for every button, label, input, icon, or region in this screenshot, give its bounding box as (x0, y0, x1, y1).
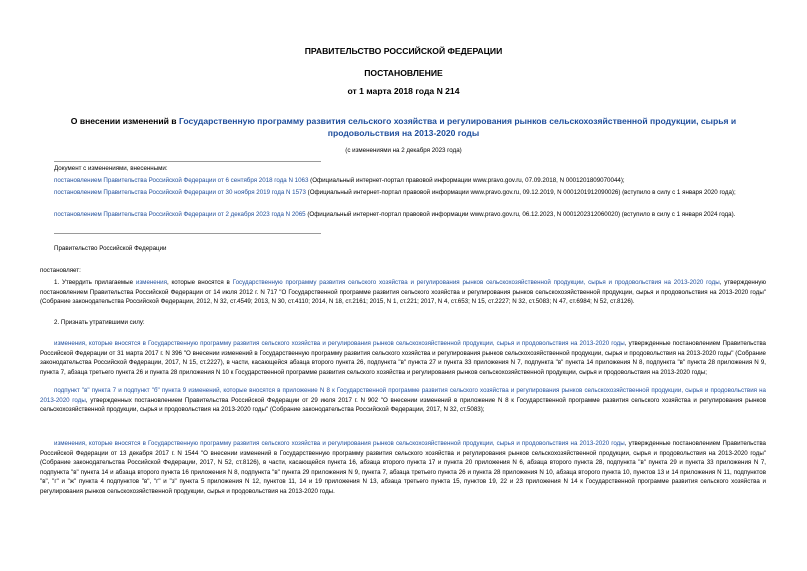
resolves-word: постановляет: (40, 267, 81, 274)
p3-link[interactable]: изменения, которые вносятся в Государственную программу развития сельского хозяйства и регулирования рынков сельскохозяйственной продукции, сырья и продовольствия на 2013-2020 годы (54, 340, 625, 347)
change-link-2[interactable]: постановлением Правительства Российской Федерации от 30 ноября 2019 года N 1573 (54, 189, 306, 196)
p3-text: , утвержденные постановлением Правительства Российской Федерации от 31 марта 2017 г. N 396 "О внесении изменений в Государственную программу развития сельского хозяйства и регулирования рынков сельскохозяйственной продукции, сырья и продовольствия на 2013-2020 годы" (Собрание законодательства Российской Федерации, 2017, N 15, ст.2227), в части, касающейся абзаца второго пункта 26, подпункта "в" пункта 27 и пункта 33 приложения N 7, подпункта "в" пункта 14 приложения N 8, подпункта "в" пункта 28 приложения N 9, пункта 7, абзаца третьего пункта 26 и пункта 28 приложения N 10 к Государственной программе развития сельского хозяйства и регулирования рынков сельскохозяйственной продукции, сырья и продовольствия на 2013-2020 годы; (40, 340, 766, 376)
divider-top (54, 161, 321, 162)
change-item-1 (54, 176, 766, 186)
change-item-3 (54, 210, 766, 220)
title-program-link[interactable]: Государственную программу развития сельского хозяйства и регулирования рынков сельскохозяйственной продукции, сырья и продовольствия на 2013-2020 годы (178, 116, 737, 138)
paragraph-1 (40, 278, 766, 307)
change-text-1: (Официальный интернет-портал правовой информации www.pravo.gov.ru, 07.09.2018, N 0001201809070044); (308, 177, 625, 184)
signatory: Правительство Российской Федерации (54, 245, 167, 252)
document-type: ПОСТАНОВЛЕНИЕ (364, 68, 443, 78)
paragraph-4 (40, 386, 766, 415)
p5-link[interactable]: изменения, которые вносятся в Государственную программу развития сельского хозяйства и регулирования рынков сельскохозяйственной продукции, сырья и продовольствия на 2013-2020 годы (54, 440, 625, 447)
change-text-2: (Официальный интернет-портал правовой информации www.pravo.gov.ru, 09.12.2019, N 0001201912090026) (вступило в силу с 1 января 2020 года); (305, 189, 736, 196)
document-title (60, 116, 747, 139)
p4-link[interactable]: подпункт "в" пункта 7 и подпункт "б" пункта 9 изменений, которые вносятся в приложение N 8 к Государственной программе развития сельского хозяйства и регулирования рынков сельскохозяйственной продукции, сырья и продовольствия на 2013-2020 годы (40, 387, 766, 404)
p1-text-a: 1. Утвердить прилагаемые (54, 279, 136, 286)
document-date-number: от 1 марта 2018 года N 214 (347, 86, 460, 96)
edit-note: (с изменениями на 2 декабря 2023 года) (345, 147, 462, 154)
change-link-3[interactable]: постановлением Правительства Российской Федерации от 2 декабря 2023 года N 2065 (54, 211, 306, 218)
p5-text: , утвержденные постановлением Правительства Российской Федерации от 13 декабря 2017 г. N 1544 "О внесении изменений в Государственную программу развития сельского хозяйства и регулирования рынков сельскохозяйственной продукции, сырья и продовольствия на 2013-2020 годы" (Собрание законодательства Российской Федерации, 2017, N 52, ст.8126), в части, касающейся пункта 16, абзаца второго пункта 17 и пункта 20 приложения N 6, абзаца второго пункта 28, подпункта "в" пункта 29 и пункта 33 приложения N 7, подпункта "в" пункта 14 и абзаца второго пункта 16 приложения N 8, подпункта "в" пункта 29 приложения N 9, пункта 7, абзаца третьего пункта 26 и пункта 28 приложения N 10, абзаца второго пункта 10, пунктов 13 и 14 приложения N 11, подпунктов "в", "г" и "ж" пункта 4 подпунктов "в", "г" и "з" пункта 5 приложения N 12, пунктов 11, 14 и 19 приложения N 13, абзаца третьего пункта 15, пунктов 19, 22 и 23 приложения N 14 к Государственной программе развития сельского хозяйства и регулирования рынков сельскохозяйственной продукции, сырья и продовольствия на 2013-2020 годы. (40, 440, 766, 495)
p4-text: , утвержденных постановлением Правительства Российской Федерации от 29 июля 2017 г. N 902 "О внесении изменений в приложение N 8 к Государственной программе развития сельского хозяйства и регулирования рынков сельскохозяйственной продукции, сырья и продовольствия на 2013-2020 годы" (Собрание законодательства Российской Федерации, 2017, N 32, ст.5083); (40, 396, 766, 413)
change-link-1[interactable]: постановлением Правительства Российской Федерации от 6 сентября 2018 года N 1063 (54, 177, 309, 184)
p1-program-link[interactable]: Государственную программу развития сельского хозяйства и регулирования рынков сельскохозяйственной продукции, сырья и продовольствия на 2013-2020 годы (232, 279, 720, 286)
title-prefix: О внесении изменений в (70, 116, 179, 126)
divider-bottom (54, 233, 321, 234)
government-heading: ПРАВИТЕЛЬСТВО РОССИЙСКОЙ ФЕДЕРАЦИИ (304, 46, 503, 56)
changes-heading: Документ с изменениями, внесенными: (54, 165, 168, 172)
p1-changes-link[interactable]: изменения (135, 279, 167, 286)
paragraph-5 (40, 439, 766, 496)
change-text-3: (Официальный интернет-портал правовой информации www.pravo.gov.ru, 06.12.2023, N 0001202312060020) (вступило в силу с 1 января 2024 года). (305, 211, 736, 218)
p1-text-e: , утвержденную постановлением Правительства Российской Федерации от 14 июля 2012 г. N 717 "О Государственной программе развития сельского хозяйства и регулирования рынков сельскохозяйственной продукции, сырья и продовольствия на 2013-2020 годы" (Собрание законодательства Российской Федерации, 2012, N 32, ст.4549; 2013, N 30, ст.4110; 2014, N 18, ст.2161; 2015, N 1, ст.221; 2017, N 4, ст.653; N 15, ст.2227; N 32, ст.5083; N 47, ст.6984; N 52, ст.8126). (40, 279, 766, 305)
p1-text-c: , которые вносятся в (166, 279, 233, 286)
paragraph-2: 2. Признать утратившими силу: (54, 319, 145, 326)
change-item-2 (54, 188, 766, 198)
paragraph-3 (40, 339, 766, 377)
